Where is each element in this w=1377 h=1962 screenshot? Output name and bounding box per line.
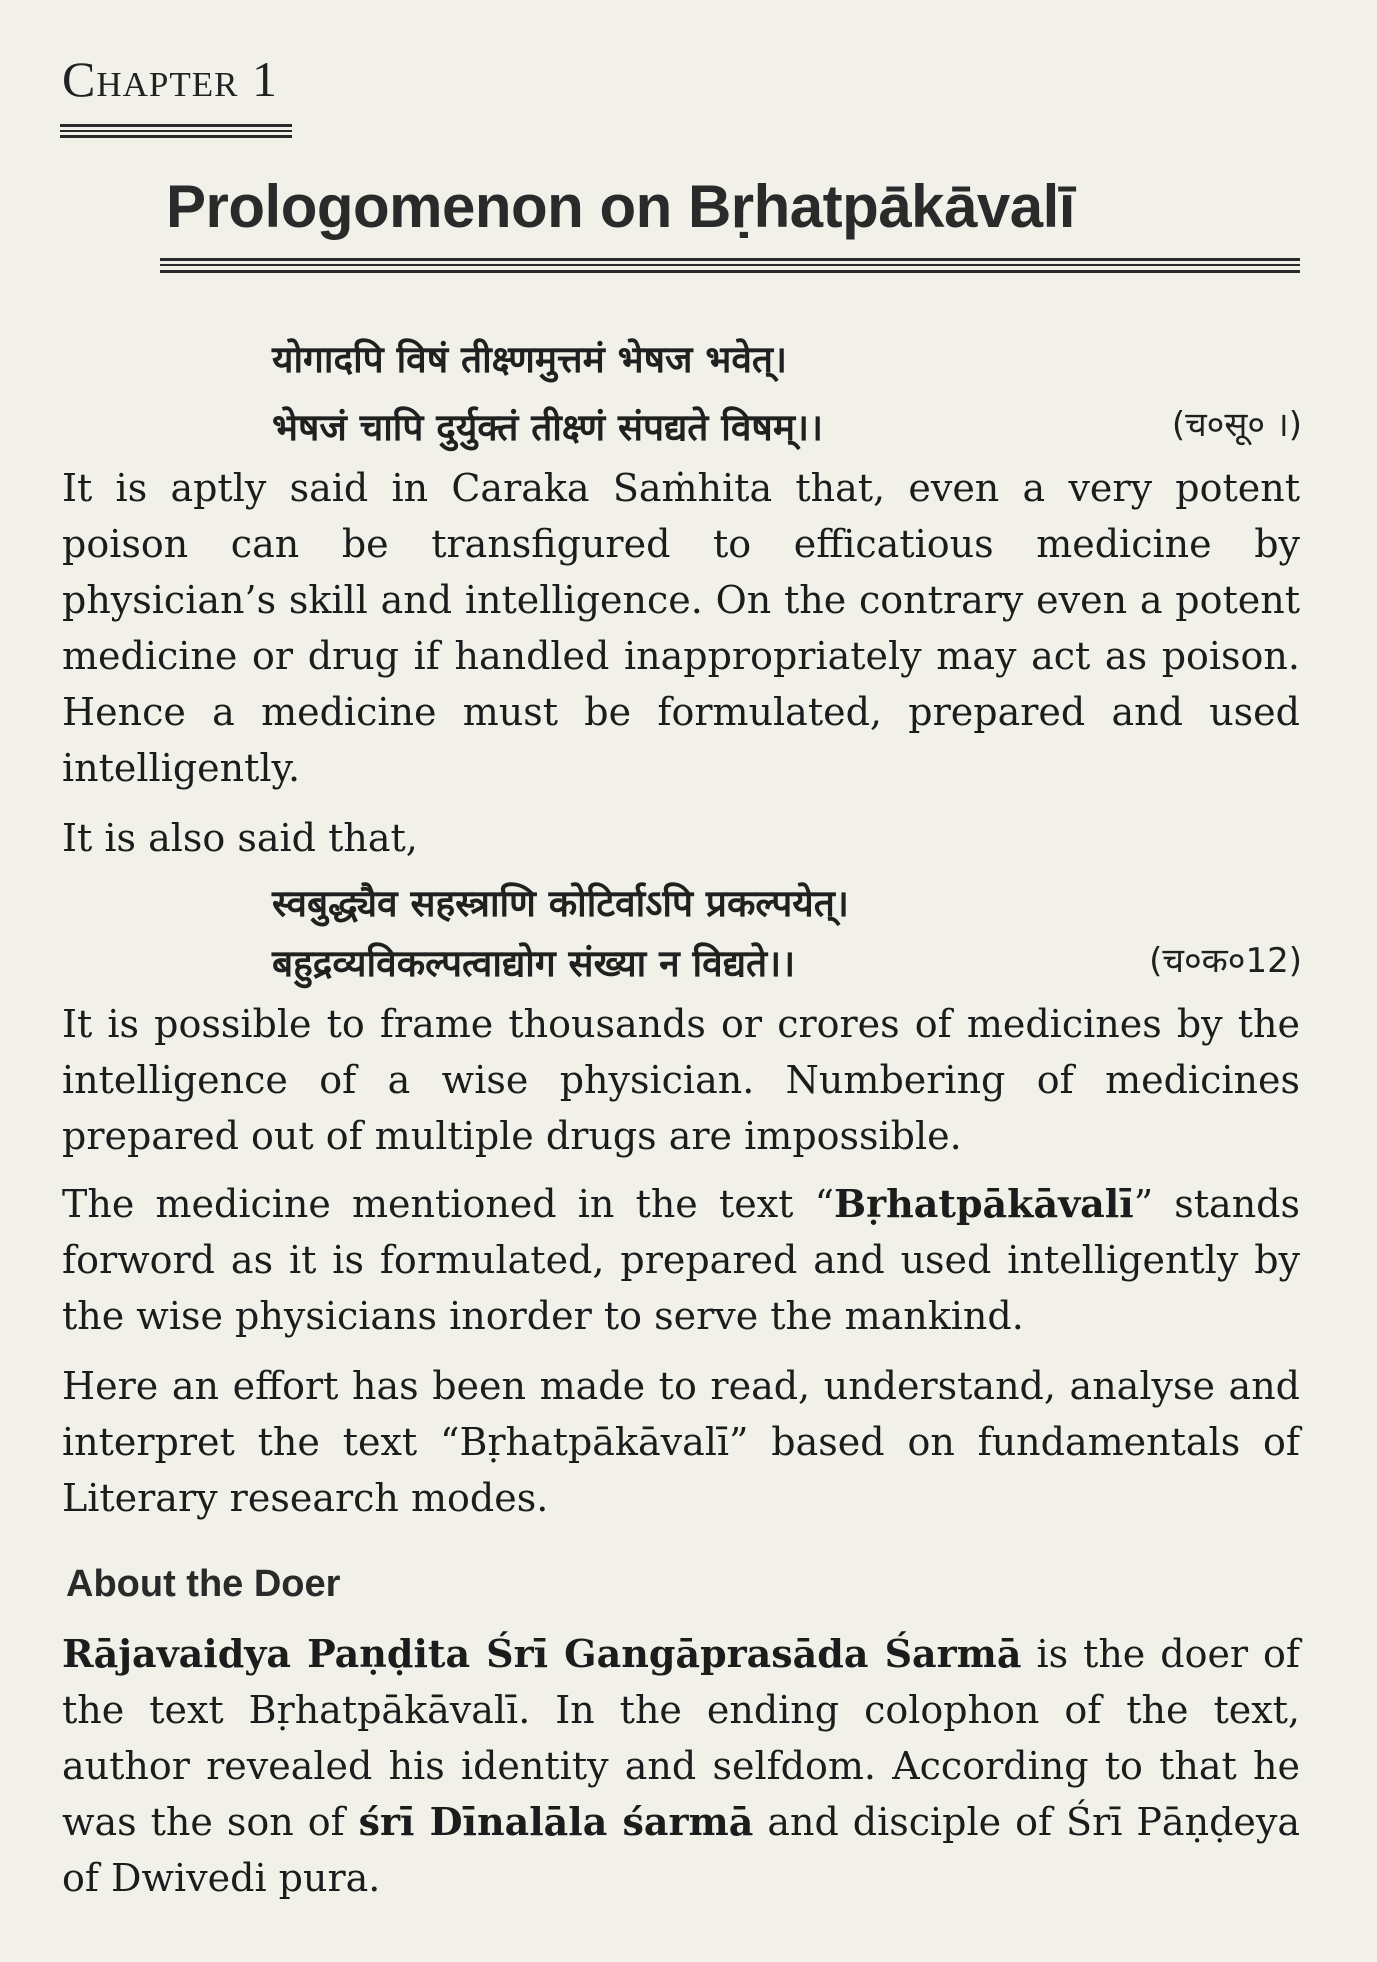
verse1-reference: (च०सू० ।) [1171, 405, 1302, 445]
chapter-underline [60, 124, 292, 138]
verse2-line2 [272, 936, 1302, 987]
paragraph-1: It is aptly said in Caraka Saṁhita that, even a very potent poison can be transfigured to efficatious medicine by physician’s skill and intelligence. On the contrary even a potent medicine or drug if handled inappropriately may act as poison. Hence a medicine must be formulated, prepared and used intelligently. [62, 466, 1300, 790]
paragraph-3: It is possible to frame thousands or crores of medicines by the intelligence of a wise physician. Numbering of medicines prepared out of multiple drugs are impossible. [62, 1002, 1300, 1158]
paragraph-6 [62, 1626, 1300, 1906]
verse2-line2-text: बहुद्रव्यविकल्पत्वाद्योग संख्या न विद्यते।। [272, 942, 796, 985]
paragraph-4-post: ” stands forword as it is formulated, prepared and used intelligently by the wise physicians inorder to serve the mankind. [62, 1182, 1301, 1338]
verse1-line1-text: योगादपि विषं तीक्ष्णमुत्तमं भेषज भवेत्। [272, 338, 788, 381]
paragraph-4 [62, 1176, 1300, 1344]
verse2-reference: (च०क०12) [1149, 941, 1302, 981]
verse1-line2 [272, 400, 1302, 451]
verse2-line1-text: स्वबुद्ध्यैव सहस्त्राणि कोटिर्वाऽपि प्रकल्पयेत्। [272, 882, 849, 925]
title-underline [160, 258, 1300, 273]
paragraph-6-bold2: śrī Dīnalāla śarmā [358, 1799, 754, 1844]
verse2-line1 [272, 876, 1302, 927]
paragraph-2: It is also said that, [62, 816, 418, 860]
paragraph-6-bold1: Rājavaidya Paṇḍita Śrī Gangāprasāda Śarmā [62, 1631, 1022, 1676]
paragraph-4-bold: Bṛhatpākāvalī [834, 1181, 1134, 1226]
paragraph-6-text2: and disciple of Śrī Pāṇḍeya of Dwivedi pura. [62, 1800, 1300, 1900]
paragraph-4-pre: The medicine mentioned in the text “ [62, 1182, 835, 1226]
chapter-title: Prologomenon on Bṛhatpākāvalī [166, 173, 1075, 240]
paragraph-6-text1: is the doer of the text Bṛhatpākāvalī. In the ending colophon of the text, author revealed his identity and selfdom. According to that he was the son of [62, 1632, 1300, 1844]
paragraph-5: Here an effort has been made to read, understand, analyse and interpret the text “Bṛhatpākāvalī” based on fundamentals of Literary research modes. [62, 1364, 1300, 1520]
verse1-line2-text: भेषजं चापि दुर्युक्तं तीक्ष्णं संपद्यते विषम्।। [272, 406, 823, 449]
verse1-line1 [272, 332, 1302, 383]
section-heading: About the Doer [66, 1563, 341, 1605]
chapter-label: Chapter 1 [62, 51, 278, 107]
